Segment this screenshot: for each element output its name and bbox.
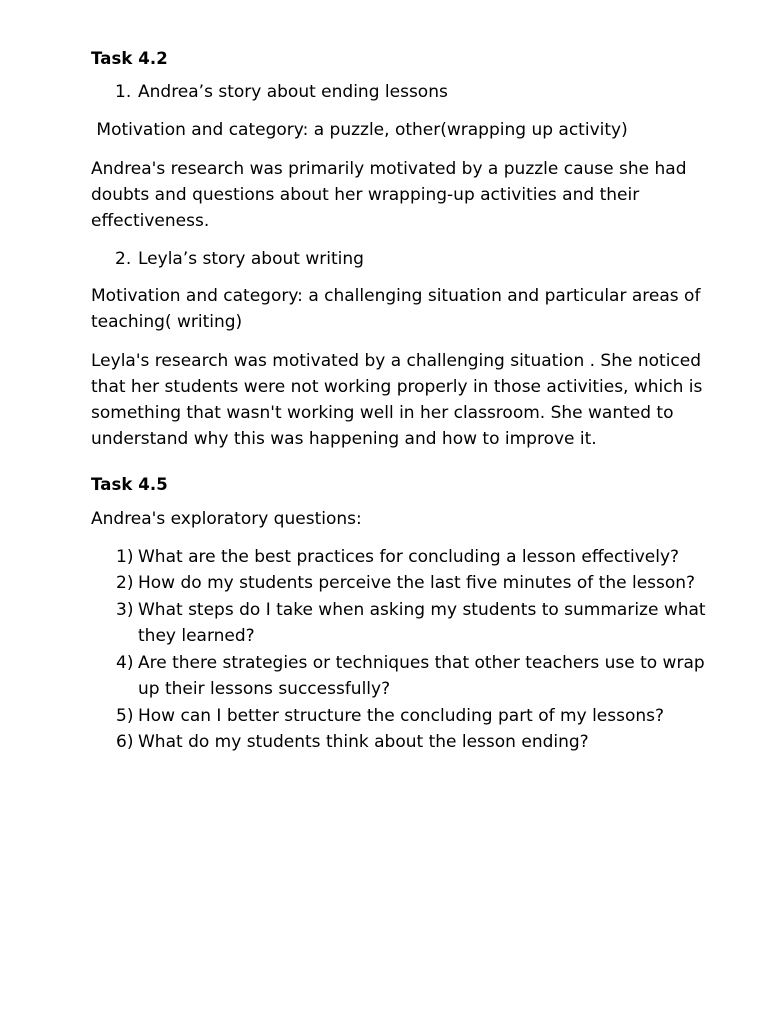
- question-text: What do my students think about the lesson ending?: [138, 732, 589, 753]
- list-item: Andrea’s story about ending lessons: [138, 82, 448, 103]
- document-body: [91, 48, 713, 756]
- heading-task-4-2: Task 4.2: [91, 49, 168, 68]
- list-item: [91, 545, 713, 571]
- paragraph-andrea-motivation: Motivation and category: a puzzle, other(wrapping up activity): [91, 120, 628, 141]
- list-item: [91, 730, 713, 756]
- paragraph-leyla-motivation: Motivation and category: a challenging situation and particular areas of teaching( writing): [91, 286, 706, 333]
- question-text: What are the best practices for concluding a lesson effectively?: [138, 546, 680, 567]
- list-item: [91, 651, 713, 703]
- question-text: What steps do I take when asking my students to summarize what they learned?: [138, 600, 706, 647]
- paragraph-andrea-body: Andrea's research was primarily motivated by a puzzle cause she had doubts and questions about her wrapping-up activities and their effectiveness.: [91, 159, 692, 231]
- paragraph-questions-intro: Andrea's exploratory questions:: [91, 508, 362, 529]
- heading-task-4-5: Task 4.5: [91, 475, 168, 495]
- paragraph-leyla-body: Leyla's research was motivated by a challenging situation . She noticed that her students were not working properly in those activities, which is something that wasn't working well in her classroom. She wanted to understand why this was happening and how to improve it.: [91, 351, 708, 449]
- story-list-second: [91, 247, 713, 273]
- list-item: [91, 571, 713, 597]
- list-item: Leyla’s story about writing: [138, 248, 364, 269]
- list-item: [91, 704, 713, 730]
- question-text: Are there strategies or techniques that other teachers use to wrap up their lessons successfully?: [138, 652, 705, 699]
- question-text: How do my students perceive the last five minutes of the lesson?: [138, 573, 696, 594]
- question-text: How can I better structure the concluding part of my lessons?: [138, 705, 665, 726]
- list-item: [91, 598, 713, 650]
- story-list: [91, 80, 713, 106]
- exploratory-question-list: [91, 545, 713, 757]
